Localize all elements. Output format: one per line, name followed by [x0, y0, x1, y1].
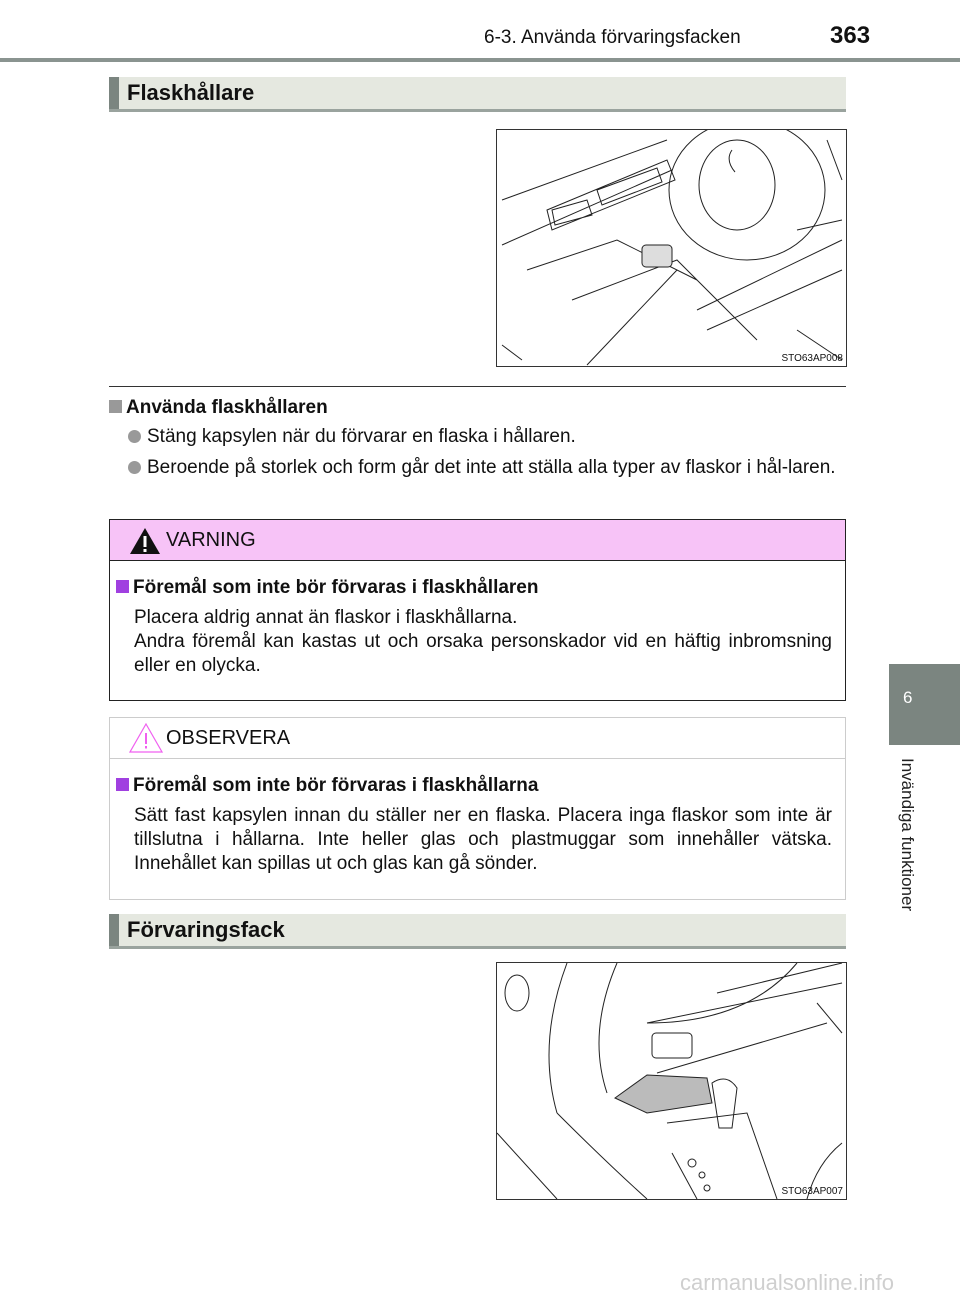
chapter-tab-number: 6 — [903, 688, 913, 707]
square-bullet-icon — [116, 778, 129, 791]
notice-header — [110, 718, 845, 759]
storage-tray-illustration — [497, 963, 846, 1199]
figure-storage-tray — [496, 962, 847, 1200]
warning-heading-text: Föremål som inte bör förvaras i flaskhållaren — [133, 577, 539, 598]
usage-bullet — [128, 456, 846, 480]
section-header-storage — [109, 914, 846, 949]
bottle-holder-illustration — [497, 130, 846, 366]
chapter-title: 6-3. Använda förvaringsfacken — [484, 27, 741, 48]
figure-bottle-holder — [496, 129, 847, 367]
square-bullet-icon — [116, 580, 129, 593]
bullet-text: Beroende på storlek och form går det inte att ställa alla typer av flaskor i hål-laren. — [147, 457, 836, 478]
notice-text: Sätt fast kapsylen innan du ställer ner en flaska. Placera inga flaskor som inte är tillslutna i hållarna. Inte heller glas och plastmuggar som innehåller vätska. Innehållet kan spillas ut och glas kan gå sönder. — [134, 805, 832, 874]
section-bar — [109, 77, 119, 109]
divider — [109, 386, 846, 387]
chapter-tab[interactable] — [889, 664, 960, 745]
warning-box — [109, 519, 846, 701]
notice-heading-text: Föremål som inte bör förvaras i flaskhållarna — [133, 775, 539, 796]
figure-caption: STO63AP007 — [781, 1186, 843, 1197]
section-title: Flaskhållare — [127, 80, 255, 105]
bullet-text: Stäng kapsylen när du förvarar en flaska i hållaren. — [147, 426, 576, 447]
warning-header — [110, 520, 845, 561]
warning-heading — [116, 577, 538, 599]
notice-heading — [116, 775, 538, 797]
notice-box — [109, 717, 846, 900]
usage-bullet — [128, 425, 576, 449]
warning-text-1: Placera aldrig annat än flaskor i flaskhållarna. — [134, 607, 518, 628]
bullet-dot-icon — [128, 461, 141, 474]
watermark: carmanualsonline.info — [680, 1270, 895, 1295]
warning-triangle-icon — [129, 527, 161, 555]
warning-label: VARNING — [166, 529, 256, 551]
usage-heading-text: Använda flaskhållaren — [126, 397, 328, 418]
page-number: 363 — [830, 22, 871, 49]
square-bullet-icon — [109, 400, 122, 413]
header-rule — [0, 58, 960, 62]
bullet-dot-icon — [128, 430, 141, 443]
figure-caption: STO63AP008 — [781, 353, 843, 364]
notice-label: OBSERVERA — [166, 727, 291, 749]
section-bar — [109, 914, 119, 946]
section-header-bottle-holder — [109, 77, 846, 112]
section-title: Förvaringsfack — [127, 917, 285, 942]
warning-text-2: Andra föremål kan kastas ut och orsaka personskador vid en häftig inbromsning eller en olycka. — [134, 631, 832, 676]
caution-triangle-icon — [129, 723, 163, 753]
chapter-tab-label: Invändiga funktioner — [898, 758, 917, 912]
usage-heading — [109, 397, 328, 419]
